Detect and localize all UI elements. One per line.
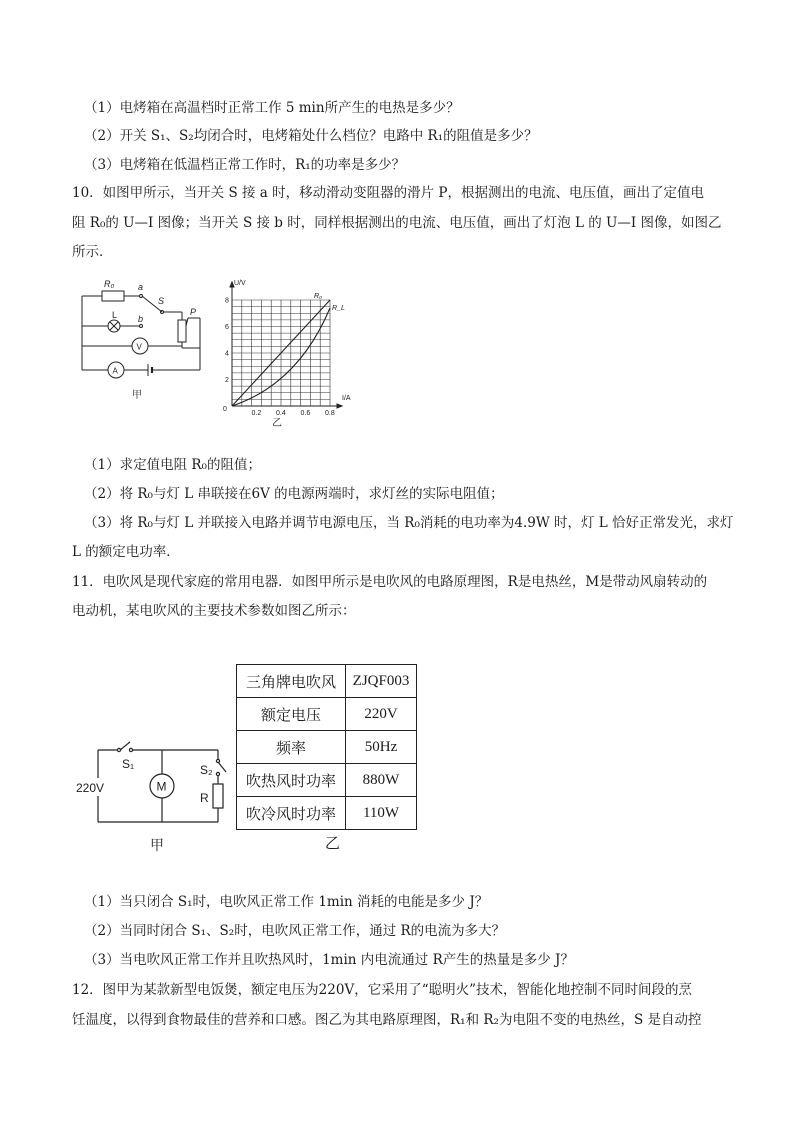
q11-part3: （3）当电吹风正常工作并且吹热风时，1min 内电流通过 R产生的热量是多少 J？	[84, 952, 574, 968]
spec-row	[237, 797, 417, 830]
spec-value-cell: 110W	[346, 797, 417, 830]
spec-name-cell: 吹冷风时功率	[237, 797, 346, 830]
curve-label-r0: R₀	[314, 293, 323, 300]
spec-value-cell: 880W	[346, 764, 417, 797]
spec-name-cell: 吹热风时功率	[237, 764, 346, 797]
q10-ui-graph	[218, 274, 368, 428]
q12-stem-line1: 12．图甲为某款新型电饭煲，额定电压为220V，它采用了“聪明火”技术，智能化地控制不同时间段的烹	[72, 982, 692, 998]
label-220v: 220V	[76, 781, 105, 795]
fig-jia-caption: 甲	[132, 390, 142, 401]
y-tick-label: 4	[225, 350, 229, 358]
label-a: a	[138, 282, 144, 292]
q11-stem-line1: 11．电吹风是现代家庭的常用电器．如图甲所示是电吹风的电路原理图，R是电热丝，M是带动风扇转动的	[72, 574, 708, 590]
fig-yi-caption: 乙	[272, 418, 282, 428]
q11-fig-yi-caption: 乙	[325, 834, 341, 852]
q12-stem-line2: 饪温度，以得到食物最佳的营养和口感。图乙为其电路原理图，R₁和 R₂为电阻不变的电热丝，S 是自动控	[72, 1012, 702, 1028]
q10-stem-line2: 阻 R₀的 U—I 图像；当开关 S 接 b 时，同样根据测出的电流、电压值，画出了灯泡 L 的 U—I 图像，如图乙	[72, 215, 722, 231]
x-tick-label: 0.2	[251, 410, 262, 417]
q9-part2: （2）开关 S₁、S₂均闭合时，电烤箱处什么档位？电路中 R₁的阻值是多少？	[84, 128, 538, 144]
y-axis-label: U/V	[234, 280, 246, 287]
y-tick-label: 2	[225, 377, 229, 384]
x-axis-label: I/A	[342, 395, 351, 402]
q10-part3: （3）将 R₀与灯 L 并联接入电路并调节电源电压，当 R₀消耗的电功率为4.9W 时，灯 L 恰好正常发光，求灯	[84, 515, 734, 531]
label-s2: S₂	[200, 763, 213, 777]
label-r: R	[200, 791, 209, 805]
label-s1: S₁	[122, 757, 135, 771]
q9-part1: （1）电烤箱在高温档时正常工作 5 min所产生的电热是多少？	[84, 100, 460, 116]
y-tick-label: 6	[225, 324, 229, 331]
voltmeter-label: V	[136, 342, 142, 352]
q10-part2: （2）将 R₀与灯 L 串联接在6V 的电源两端时，求灯丝的实际电阻值；	[84, 486, 504, 502]
origin-label: 0	[223, 406, 227, 413]
label-s: S	[158, 296, 165, 306]
label-r0: R₀	[104, 279, 115, 289]
q11-part1: （1）当只闭合 S₁时，电吹风正常工作 1min 消耗的电能是多少 J？	[84, 894, 489, 910]
q10-circuit-diagram	[74, 274, 214, 402]
motor-label: M	[156, 779, 167, 794]
q11-part2: （2）当同时闭合 S₁、S₂时，电吹风正常工作，通过 R的电流为多大？	[84, 923, 506, 939]
spec-row	[237, 731, 417, 764]
q11-spec-table	[236, 664, 417, 830]
q10-part1: （1）求定值电阻 R₀的阻值；	[84, 457, 261, 473]
x-tick-label: 0.6	[300, 410, 311, 417]
curve-label-rl: R_L	[332, 305, 345, 312]
q11-stem-line2: 电动机，某电吹风的主要技术参数如图乙所示：	[72, 603, 356, 619]
fig-jia-caption: 甲	[150, 837, 164, 853]
q10-part3-cont: L 的额定电功率．	[72, 544, 180, 560]
spec-name-cell: 三角牌电吹风	[237, 665, 346, 698]
y-tick-label: 8	[225, 297, 229, 305]
q11-circuit-diagram	[74, 738, 234, 856]
label-p: P	[190, 307, 197, 317]
x-tick-label: 0.4	[276, 410, 286, 417]
label-l: L	[112, 310, 118, 320]
spec-name-cell: 频率	[237, 731, 346, 764]
ammeter-label: A	[112, 366, 118, 376]
spec-row	[237, 698, 417, 731]
spec-row	[237, 764, 417, 797]
spec-row	[237, 665, 417, 698]
spec-value-cell: 50Hz	[346, 731, 417, 764]
spec-name-cell: 额定电压	[237, 698, 346, 731]
spec-value-cell: 220V	[346, 698, 417, 731]
x-tick-label: 0.8	[325, 410, 335, 417]
q10-stem-line1: 10．如图甲所示，当开关 S 接 a 时，移动滑动变阻器的滑片 P，根据测出的电流、电压值，画出了定值电	[72, 185, 705, 201]
q9-part3: （3）电烤箱在低温档正常工作时，R₁的功率是多少？	[84, 157, 406, 173]
spec-value-cell: ZJQF003	[346, 665, 417, 698]
q10-stem-line3: 所示．	[72, 244, 113, 260]
label-b: b	[138, 314, 144, 324]
